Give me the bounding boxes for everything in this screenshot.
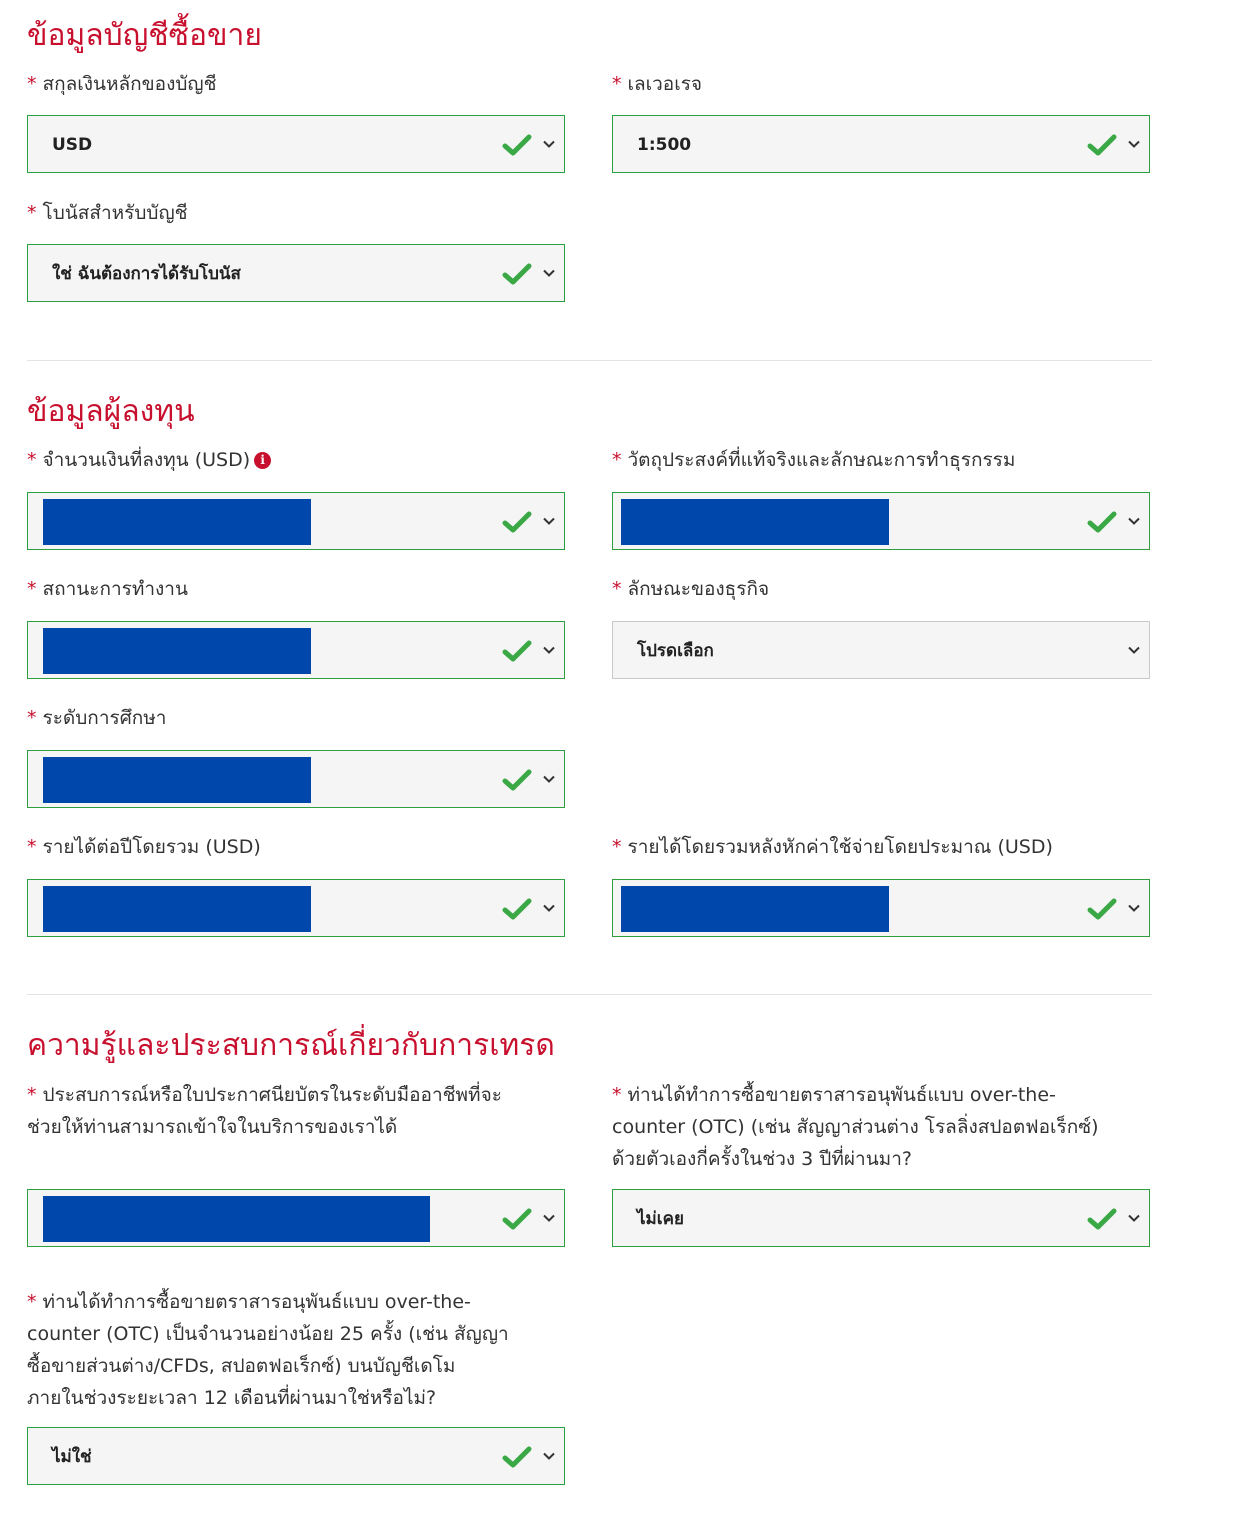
check-icon — [502, 768, 532, 792]
label-line: counter (OTC) เป็นจำนวนอย่างน้อย 25 ครั้ง (เช่น สัญญา — [27, 1323, 509, 1345]
check-icon — [1087, 1207, 1117, 1231]
label-qualification — [27, 1079, 587, 1143]
label-otc-25-trades — [27, 1286, 587, 1414]
section-title-investor: ข้อมูลผู้ลงทุน — [27, 394, 195, 429]
label-text: รายได้โดยรวมหลังหักค่าใช้จ่ายโดยประมาณ (USD) — [627, 836, 1053, 858]
chevron-down-icon — [542, 139, 556, 149]
label-purpose — [612, 444, 1015, 476]
label-annual-income — [27, 831, 261, 863]
label-text: ลักษณะของธุรกิจ — [627, 578, 770, 600]
required-marker: * — [612, 578, 622, 600]
label-investment-amount — [27, 444, 271, 476]
required-marker: * — [27, 836, 37, 858]
section-divider — [27, 994, 1152, 995]
chevron-down-icon — [1127, 139, 1141, 149]
chevron-down-icon — [542, 1213, 556, 1223]
required-marker: * — [27, 1291, 37, 1313]
check-icon — [1087, 897, 1117, 921]
required-marker: * — [27, 707, 37, 729]
chevron-down-icon — [542, 903, 556, 913]
label-line: ช่วยให้ท่านสามารถเข้าใจในบริการของเราได้ — [27, 1116, 398, 1138]
required-marker: * — [612, 836, 622, 858]
label-text: สกุลเงินหลักของบัญชี — [42, 73, 217, 95]
chevron-down-icon — [542, 516, 556, 526]
chevron-down-icon — [1127, 516, 1141, 526]
redaction-block — [43, 757, 311, 803]
label-text: จำนวนเงินที่ลงทุน (USD) — [42, 449, 251, 471]
label-line: counter (OTC) (เช่น สัญญาส่วนต่าง โรลลิ่งสปอตฟอเร็กซ์) — [612, 1116, 1099, 1138]
annual-income-select[interactable] — [27, 879, 565, 937]
label-text: เลเวอเรจ — [627, 73, 703, 95]
chevron-down-icon — [1127, 1213, 1141, 1223]
select-value: โปรดเลือก — [637, 641, 714, 661]
required-marker: * — [612, 449, 622, 471]
otc-25-trades-select[interactable] — [27, 1427, 565, 1485]
label-line: ซื้อขายส่วนต่าง/CFDs, สปอตฟอเร็กซ์) บนบัญชีเดโม — [27, 1355, 456, 1377]
label-line: ด้วยตัวเองกี่ครั้งในช่วง 3 ปีที่ผ่านมา? — [612, 1148, 912, 1170]
net-income-select[interactable] — [612, 879, 1150, 937]
label-net-income — [612, 831, 1053, 863]
check-icon — [1087, 510, 1117, 534]
check-icon — [502, 510, 532, 534]
redaction-block — [43, 628, 311, 674]
required-marker: * — [27, 202, 37, 224]
label-bonus — [27, 197, 188, 229]
bonus-select[interactable] — [27, 244, 565, 302]
required-marker: * — [27, 449, 37, 471]
label-text: ท่านได้ทำการซื้อขายตราสารอนุพันธ์แบบ over-the- — [42, 1291, 471, 1313]
select-value: USD — [52, 135, 93, 155]
redaction-block — [621, 886, 889, 932]
label-leverage — [612, 68, 702, 100]
required-marker: * — [612, 1084, 622, 1106]
employment-select[interactable] — [27, 621, 565, 679]
select-value: ไม่เคย — [637, 1209, 684, 1229]
label-text: สถานะการทำงาน — [42, 578, 188, 600]
chevron-down-icon — [542, 645, 556, 655]
label-text: ระดับการศึกษา — [42, 707, 167, 729]
select-value: ใช่ ฉันต้องการได้รับโบนัส — [52, 264, 241, 284]
business-nature-select[interactable] — [612, 621, 1150, 679]
redaction-block — [621, 499, 889, 545]
check-icon — [502, 897, 532, 921]
label-employment — [27, 573, 188, 605]
redaction-block — [43, 499, 311, 545]
chevron-down-icon — [542, 268, 556, 278]
select-value: 1:500 — [637, 135, 692, 155]
check-icon — [502, 639, 532, 663]
label-line — [612, 1079, 1172, 1111]
chevron-down-icon — [542, 1451, 556, 1461]
info-icon[interactable]: i — [254, 452, 271, 469]
leverage-select[interactable] — [612, 115, 1150, 173]
label-text: โบนัสสำหรับบัญชี — [42, 202, 188, 224]
label-text: วัตถุประสงค์ที่แท้จริงและลักษณะการทำธุรกรรม — [627, 449, 1016, 471]
currency-select[interactable] — [27, 115, 565, 173]
label-otc-frequency — [612, 1079, 1172, 1175]
redaction-block — [43, 886, 311, 932]
education-select[interactable] — [27, 750, 565, 808]
label-line: ภายในช่วงระยะเวลา 12 เดือนที่ผ่านมาใช่หรือไม่? — [27, 1387, 437, 1409]
select-value: ไม่ใช่ — [52, 1447, 92, 1467]
required-marker: * — [27, 73, 37, 95]
section-divider — [27, 360, 1152, 361]
label-text: รายได้ต่อปีโดยรวม (USD) — [42, 836, 261, 858]
label-text: ท่านได้ทำการซื้อขายตราสารอนุพันธ์แบบ over-the- — [627, 1084, 1056, 1106]
label-text: ประสบการณ์หรือใบประกาศนียบัตรในระดับมืออาชีพที่จะ — [42, 1084, 502, 1106]
chevron-down-icon — [1127, 645, 1141, 655]
label-currency — [27, 68, 217, 100]
otc-frequency-select[interactable] — [612, 1189, 1150, 1247]
redaction-block — [43, 1196, 430, 1242]
label-business-nature — [612, 573, 769, 605]
check-icon — [502, 1445, 532, 1469]
check-icon — [1087, 133, 1117, 157]
check-icon — [502, 262, 532, 286]
section-title-account: ข้อมูลบัญชีซื้อขาย — [27, 18, 262, 53]
check-icon — [502, 133, 532, 157]
required-marker: * — [27, 578, 37, 600]
label-line — [27, 1286, 587, 1318]
chevron-down-icon — [1127, 903, 1141, 913]
qualification-select[interactable] — [27, 1189, 565, 1247]
required-marker: * — [612, 73, 622, 95]
section-title-experience: ความรู้และประสบการณ์เกี่ยวกับการเทรด — [27, 1028, 555, 1063]
label-education — [27, 702, 166, 734]
chevron-down-icon — [542, 774, 556, 784]
check-icon — [502, 1207, 532, 1231]
investment-amount-select[interactable] — [27, 492, 565, 550]
purpose-select[interactable] — [612, 492, 1150, 550]
label-line — [27, 1079, 587, 1111]
required-marker: * — [27, 1084, 37, 1106]
